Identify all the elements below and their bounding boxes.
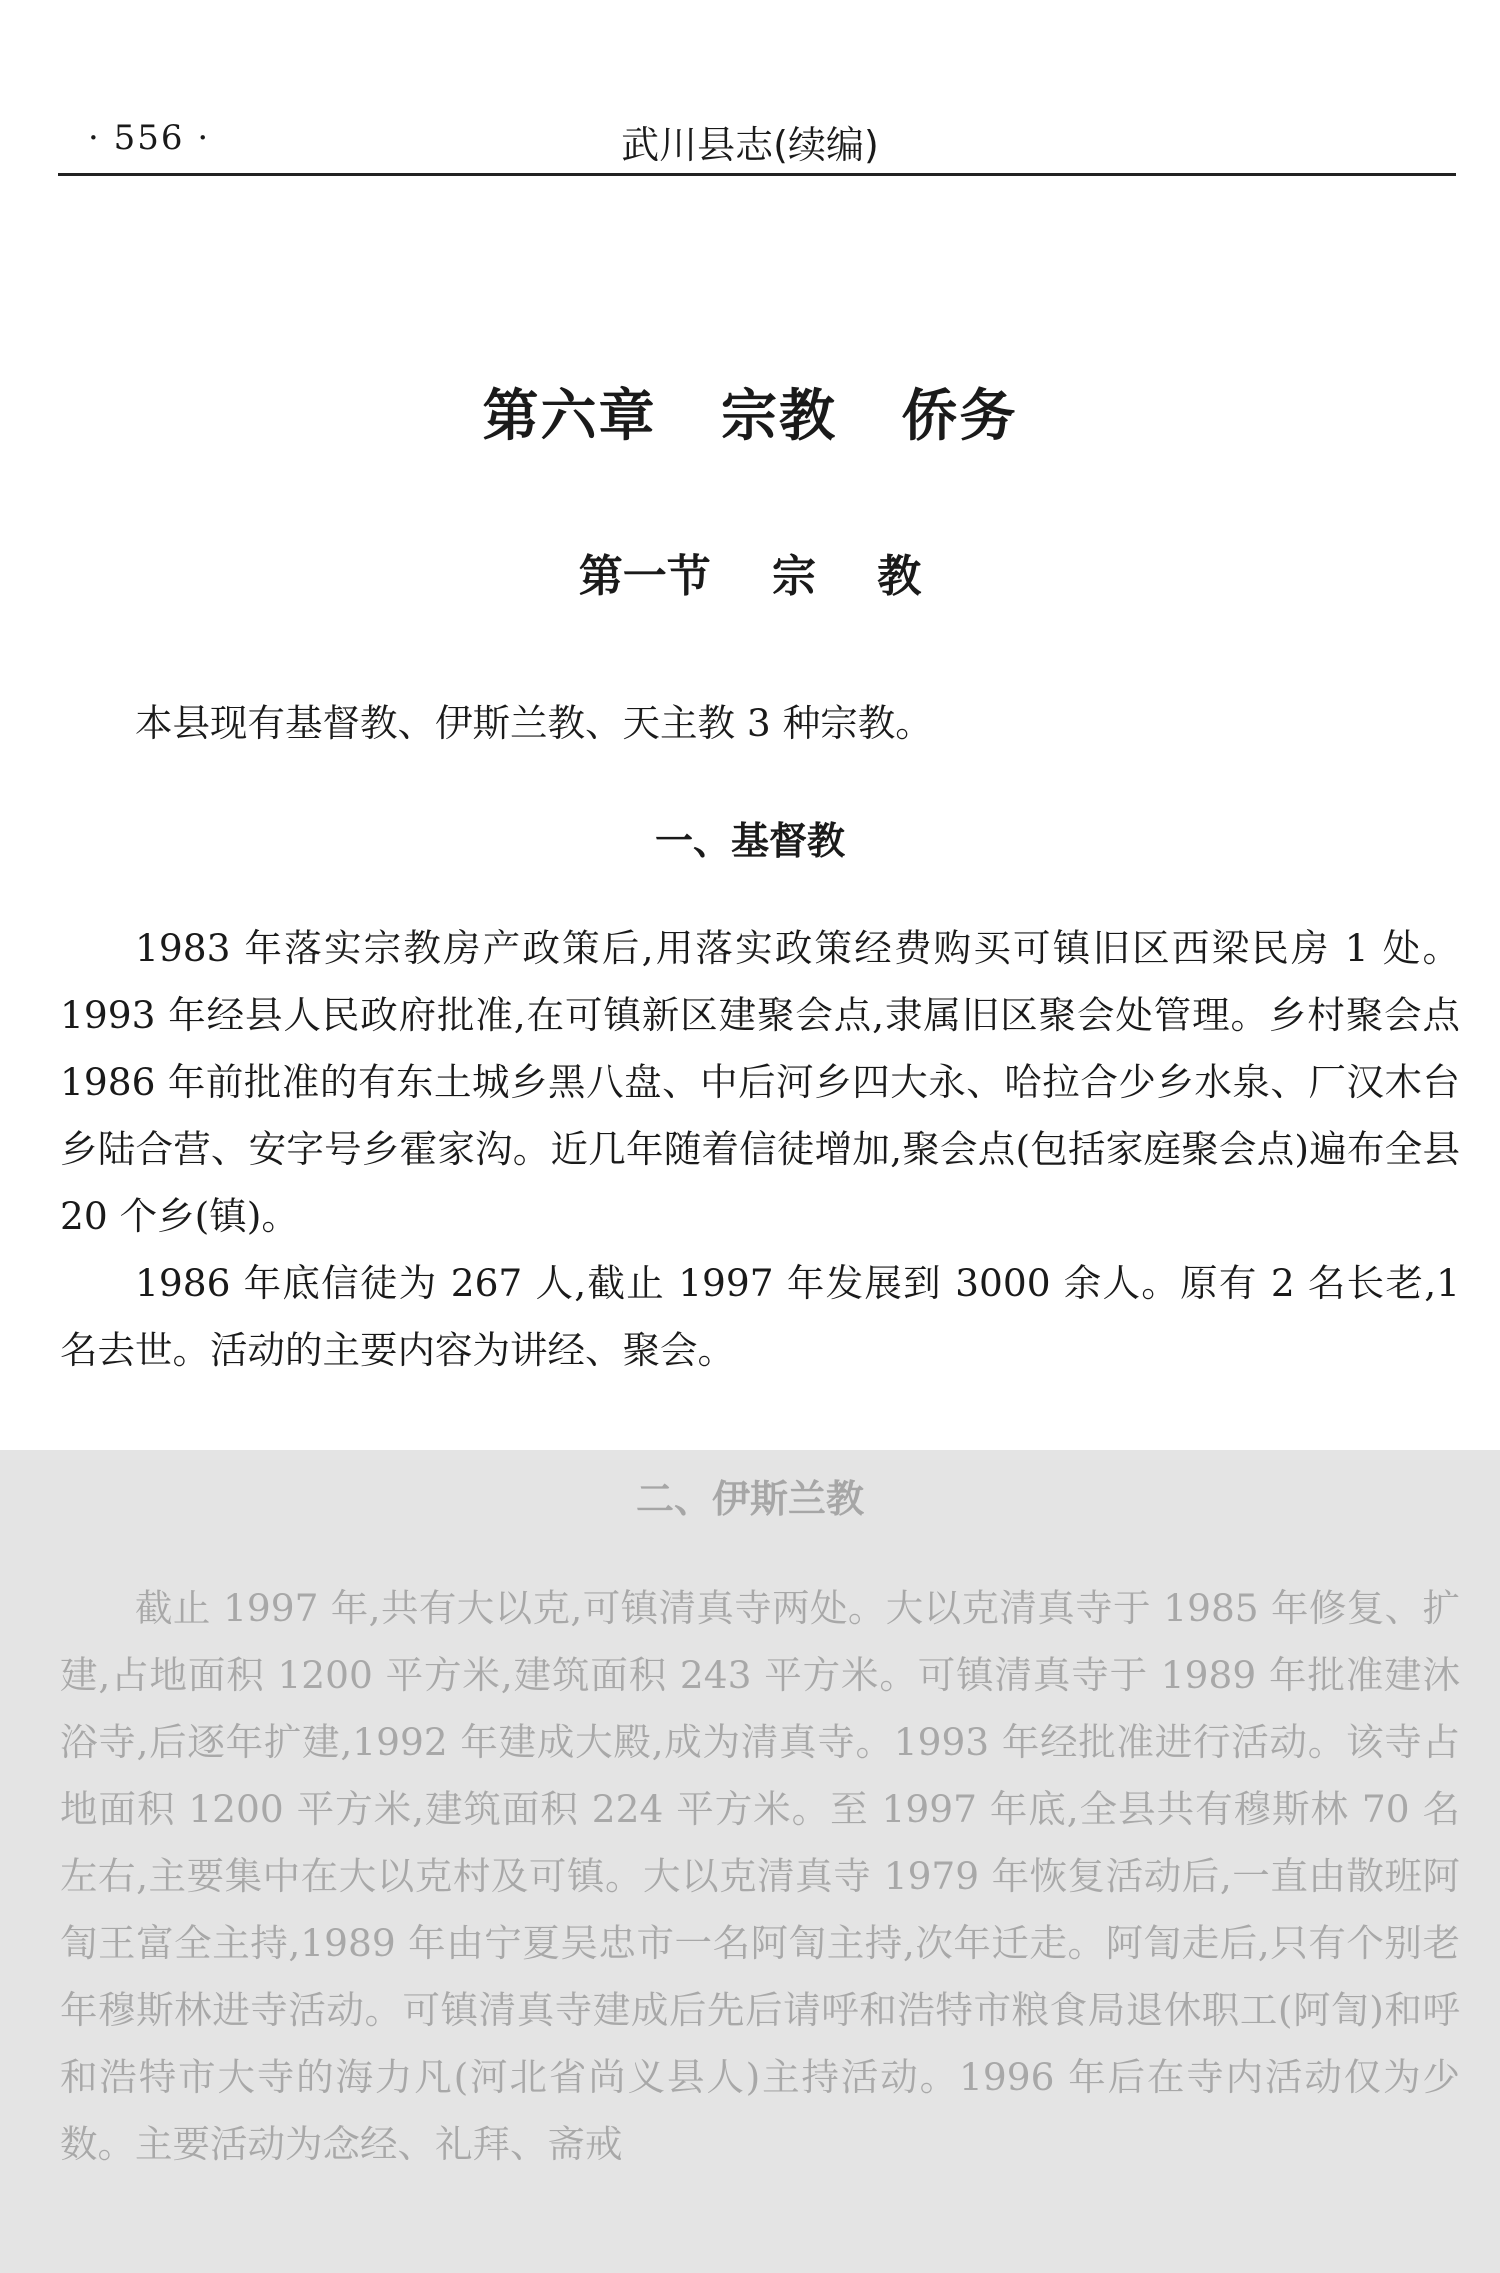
header-divider [58, 173, 1456, 176]
intro-paragraph [60, 690, 1460, 757]
christianity-body [60, 915, 1460, 1384]
chapter-title: 第六章 宗教 侨务 [482, 384, 1018, 449]
islam-body [60, 1575, 1460, 2178]
section-title: 第一节 宗 教 [578, 551, 922, 602]
paragraph: 1983 年落实宗教房产政策后,用落实政策经费购买可镇旧区西梁民房 1 处。1993 年经县人民政府批准,在可镇新区建聚会点,隶属旧区聚会处管理。乡村聚会点 1986 年前批准的有东土城乡黑八盘、中后河乡四大永、哈拉合少乡水泉、厂汉木台乡陆合营、安字号乡霍家沟。近几年随着信徒增加,聚会点(包括家庭聚会点)遍布全县 20 个乡(镇)。 [60, 926, 1460, 1238]
subsection-heading-islam: 二、伊斯兰教 [635, 1477, 864, 1521]
paragraph: 截止 1997 年,共有大以克,可镇清真寺两处。大以克清真寺于 1985 年修复、扩建,占地面积 1200 平方米,建筑面积 243 平方米。可镇清真寺于 1989 年批准建沐浴寺,后逐年扩建,1992 年建成大殿,成为清真寺。1993 年经批准进行活动。该寺占地面积 1200 平方米,建筑面积 224 平方米。至 1997 年底,全县共有穆斯林 70 名左右,主要集中在大以克村及可镇。大以克清真寺 1979 年恢复活动后,一直由散班阿訇王富全主持,1989 年由宁夏吴忠市一名阿訇主持,次年迁走。阿訇走后,只有个别老年穆斯林进寺活动。可镇清真寺建成后先后请呼和浩特市粮食局退休职工(阿訇)和呼和浩特市大寺的海力凡(河北省尚义县人)主持活动。1996 年后在寺内活动仅为少数。主要活动为念经、礼拜、斋戒 [60, 1586, 1460, 2166]
running-header-title: 武川县志(续编) [621, 123, 879, 167]
paragraph: 1986 年底信徒为 267 人,截止 1997 年发展到 3000 余人。原有 2 名长老,1 名去世。活动的主要内容为讲经、聚会。 [60, 1261, 1460, 1372]
faded-lower-region [0, 1450, 1500, 2273]
page-number: · 556 · [88, 118, 211, 158]
paragraph: 本县现有基督教、伊斯兰教、天主教 3 种宗教。 [135, 701, 933, 745]
subsection-heading-christianity: 一、基督教 [654, 819, 845, 863]
